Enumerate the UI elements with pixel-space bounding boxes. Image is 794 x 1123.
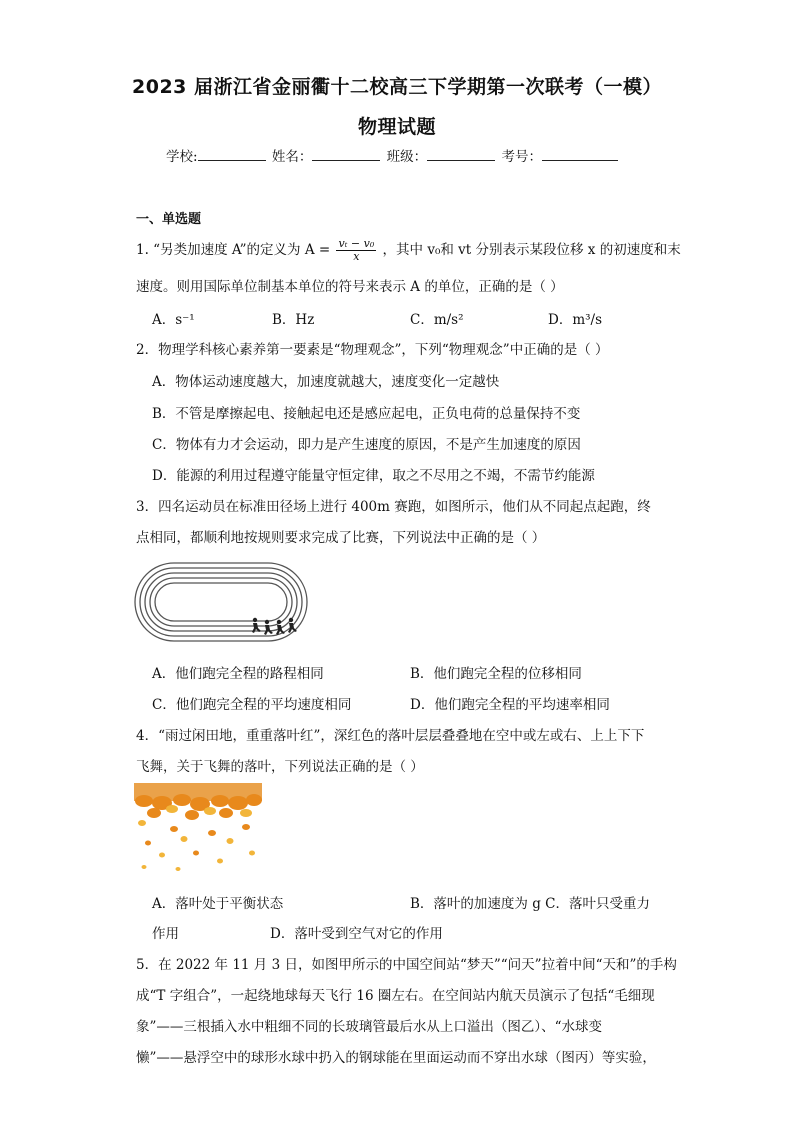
school-blank[interactable]	[198, 147, 266, 161]
q1-option-a[interactable]: A．s⁻¹	[152, 312, 195, 328]
q5-stem-line4: 懒”——悬浮空中的球形水球中扔入的钢球能在里面运动而不穿出水球（图丙）等实验，	[136, 1050, 656, 1066]
q4-stem-line1: 4．“雨过闲田地，重重落叶红”，深红色的落叶层层叠叠地在空中或左或右、上上下下	[136, 728, 645, 744]
q1-stem-line2: 速度。则用国际单位制基本单位的符号来表示 A 的单位，正确的是（ ）	[136, 279, 564, 295]
q4-stem-line2: 飞舞，关于飞舞的落叶，下列说法正确的是（ ）	[136, 759, 424, 775]
q1-stem-line1	[136, 238, 681, 263]
q1-stem-pre: 1. “另类加速度 A”的定义为 A =	[136, 242, 331, 258]
q1-frac-denominator: x	[353, 250, 360, 263]
exam-no-blank[interactable]	[542, 147, 618, 161]
q4-option-d[interactable]: D．落叶受到空气对它的作用	[270, 926, 443, 942]
q5-stem-line3: 象”——三根插入水中粗细不同的长玻璃管最后水从上口溢出（图乙）、“水球变	[136, 1019, 603, 1035]
q4-option-b-c[interactable]: B．落叶的加速度为 g C．落叶只受重力	[410, 896, 650, 912]
q3-stem-line1: 3．四名运动员在标准田径场上进行 400m 赛跑，如图所示，他们从不同起点起跑，终	[136, 499, 651, 515]
q5-stem-line1: 5．在 2022 年 11 月 3 日，如图甲所示的中国空间站“梦天”“问天”拉着中间“天和”的手构	[136, 957, 677, 973]
q2-option-a[interactable]: A．物体运动速度越大，加速度就越大，速度变化一定越快	[152, 374, 500, 390]
q2-option-b[interactable]: B．不管是摩擦起电、接触起电还是感应起电，正负电荷的总量保持不变	[152, 406, 581, 422]
q5-stem-line2: 成“T 字组合”，一起绕地球每天飞行 16 圈左右。在空间站内航天员演示了包括“毛细现	[136, 988, 655, 1004]
q2-stem: 2．物理学科核心素养第一要素是“物理观念”，下列“物理观念”中正确的是（ ）	[136, 342, 609, 358]
school-label: 学校:	[166, 149, 198, 165]
q3-option-d[interactable]: D．他们跑完全程的平均速率相同	[410, 697, 610, 713]
exam-subtitle: 物理试题	[357, 116, 436, 138]
q1-option-b[interactable]: B．Hz	[272, 312, 315, 328]
q3-option-a[interactable]: A．他们跑完全程的路程相同	[152, 666, 324, 682]
q1-option-c[interactable]: C．m/s²	[410, 312, 464, 328]
q1-option-d[interactable]: D．m³/s	[548, 312, 603, 328]
q4-option-c-continued: 作用	[152, 926, 179, 942]
q3-option-b[interactable]: B．他们跑完全程的位移相同	[410, 666, 582, 682]
class-label: 班级：	[386, 149, 428, 165]
q1-stem-post: ，其中 v₀和 vt 分别表示某段位移 x 的初速度和末	[382, 242, 681, 258]
falling-leaves-figure	[134, 783, 262, 875]
exam-no-label: 考号：	[501, 149, 542, 165]
q2-option-d[interactable]: D．能源的利用过程遵守能量守恒定律，取之不尽用之不竭，不需节约能源	[152, 468, 595, 484]
student-info-line	[166, 145, 620, 165]
q1-frac-numerator: vₜ − v₀	[338, 237, 375, 250]
q4-option-a[interactable]: A．落叶处于平衡状态	[152, 896, 284, 912]
exam-title: 2023 届浙江省金丽衢十二校高三下学期第一次联考（一模）	[132, 76, 662, 98]
q1-formula-fraction	[336, 238, 376, 263]
class-blank[interactable]	[427, 147, 495, 161]
running-track-figure	[134, 562, 310, 644]
section-heading: 一、单选题	[136, 212, 202, 227]
q2-option-c[interactable]: C．物体有力才会运动，即力是产生速度的原因，不是产生加速度的原因	[152, 437, 581, 453]
q3-option-c[interactable]: C．他们跑完全程的平均速度相同	[152, 697, 352, 713]
name-blank[interactable]	[312, 147, 380, 161]
q3-stem-line2: 点相同，都顺利地按规则要求完成了比赛，下列说法中正确的是（ ）	[136, 530, 546, 546]
name-label: 姓名：	[271, 149, 313, 165]
